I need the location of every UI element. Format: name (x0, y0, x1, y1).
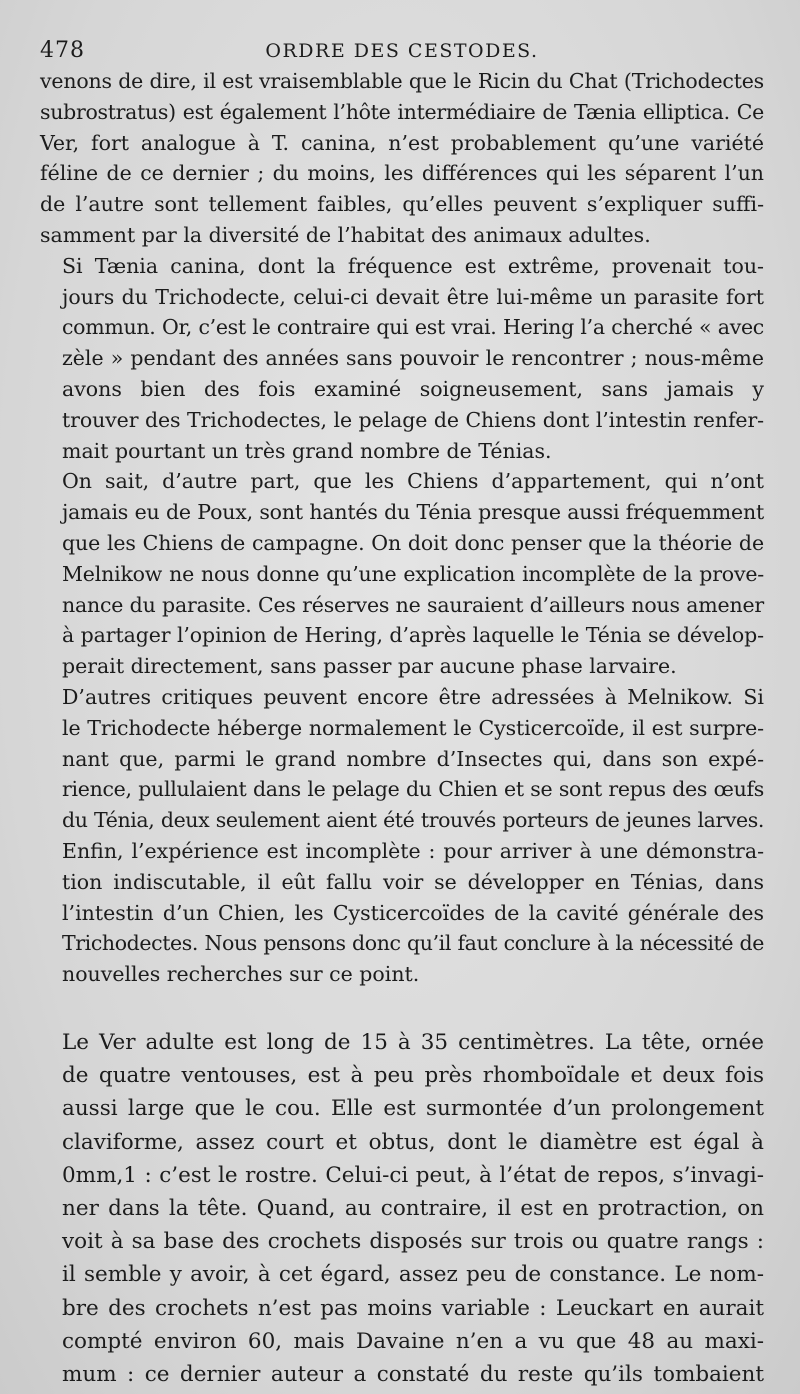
text-line: trouver des Trichodectes, le pelage de Chiens dont l’intestin renfer- (62, 407, 764, 432)
text-line: nant que, parmi le grand nombre d’Insectes qui, dans son expé- (62, 746, 764, 771)
text-line: nance du parasite. Ces réserves ne sauraient d’ailleurs nous amener (62, 592, 764, 617)
text-line: compté environ 60, mais Davaine n’en a vu que 48 au maxi- (62, 1328, 764, 1354)
text-line: mait pourtant un très grand nombre de Ténias. (62, 438, 552, 463)
text-line: rience, pullulaient dans le pelage du Chien et se sont repus des œufs (62, 777, 764, 802)
text-line: Trichodectes. Nous pensons donc qu’il faut conclure à la nécessité de (62, 931, 764, 956)
text-line: de l’autre sont tellement faibles, qu’elles peuvent s’expliquer suffi- (40, 192, 764, 217)
paragraph (40, 1026, 764, 1391)
text-line: le Trichodecte héberge normalement le Cysticercoïde, il est surpre- (62, 715, 764, 740)
text-line: commun. Or, c’est le contraire qui est vrai. Hering l’a cherché « avec (62, 315, 764, 340)
text-line: de quatre ventouses, est à peu près rhomboïdale et deux fois (62, 1063, 764, 1089)
text-line: Le Ver adulte est long de 15 à 35 centimètres. La tête, ornée (62, 1029, 764, 1055)
page-header (40, 32, 764, 66)
text-line: zèle » pendant des années sans pouvoir le rencontrer ; nous-même (62, 346, 764, 371)
text-line: voit à sa base des crochets disposés sur trois ou quatre rangs : (62, 1229, 764, 1255)
text-line: ner dans la tête. Quand, au contraire, il est en protraction, on (62, 1195, 764, 1221)
small-print-section (40, 66, 764, 990)
text-line: perait directement, sans passer par aucune phase larvaire. (62, 654, 677, 679)
text-line: bre des crochets n’est pas moins variable : Leuckart en aurait (62, 1295, 764, 1321)
text-line: subrostratus) est également l’hôte intermédiaire de Tænia elliptica. Ce (40, 99, 764, 124)
text-line: Enfin, l’expérience est incomplète : pour arriver à une démonstra- (62, 838, 764, 863)
text-line: féline de ce dernier ; du moins, les différences qui les séparent l’un (40, 161, 764, 186)
text-line: aussi large que le cou. Elle est surmontée d’un prolongement (62, 1096, 764, 1122)
text-line: du Ténia, deux seulement aient été trouvés porteurs de jeunes larves. (62, 808, 764, 833)
text-line: 0mm,1 : c’est le rostre. Celui-ci peut, à l’état de repos, s’invagi- (62, 1162, 764, 1188)
paragraph (40, 466, 764, 682)
text-line: Ver, fort analogue à T. canina, n’est probablement qu’une variété (40, 130, 764, 155)
paragraph (40, 682, 764, 990)
text-line: D’autres critiques peuvent encore être adressées à Melnikow. Si (62, 684, 764, 709)
text-line: l’intestin d’un Chien, les Cysticercoïdes de la cavité générale des (62, 900, 764, 925)
text-line: il semble y avoir, à cet égard, assez peu de constance. Le nom- (62, 1262, 764, 1288)
text-line: claviforme, assez court et obtus, dont le diamètre est égal à (62, 1129, 764, 1155)
text-line: Si Tænia canina, dont la fréquence est extrême, provenait tou- (62, 253, 764, 278)
text-line: venons de dire, il est vraisemblable que le Ricin du Chat (Trichodectes (40, 69, 764, 93)
text-line: nouvelles recherches sur ce point. (62, 962, 420, 987)
paragraph (40, 66, 764, 251)
text-line: mum : ce dernier auteur a constaté du reste qu’ils tombaient (62, 1361, 764, 1387)
text-line: On sait, d’autre part, que les Chiens d’appartement, qui n’ont (62, 469, 764, 494)
text-line: tion indiscutable, il eût fallu voir se développer en Ténias, dans (62, 869, 764, 894)
text-line: samment par la diversité de l’habitat des animaux adultes. (40, 222, 651, 247)
text-line: à partager l’opinion de Hering, d’après laquelle le Ténia se dévelop- (62, 623, 764, 648)
large-print-section (40, 1026, 764, 1391)
text-line: avons bien des fois examiné soigneusement, sans jamais y (62, 376, 764, 401)
page-number: 478 (40, 38, 85, 63)
text-line: que les Chiens de campagne. On doit donc penser que la théorie de (62, 530, 764, 555)
running-title: ORDRE DES CESTODES. (265, 40, 539, 62)
text-line: Melnikow ne nous donne qu’une explication incomplète de la prove- (62, 561, 764, 586)
paragraph (40, 251, 764, 467)
text-line: jamais eu de Poux, sont hantés du Ténia presque aussi fréquemment (62, 500, 764, 525)
text-line: jours du Trichodecte, celui-ci devait être lui-même un parasite fort (62, 284, 764, 309)
